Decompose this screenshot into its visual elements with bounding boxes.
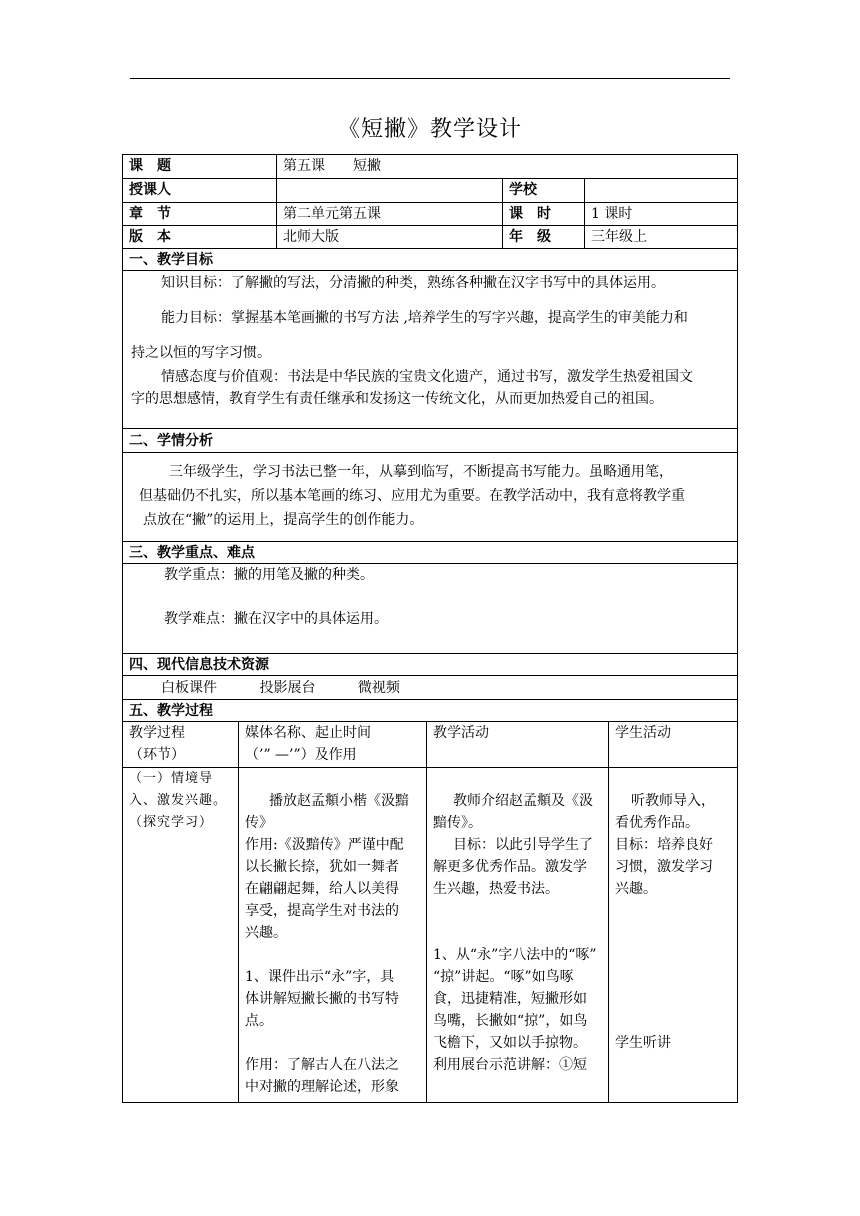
course-value: 第五课 短撇 <box>283 158 381 174</box>
media-line: 以长撇长捺，犹如一舞者 <box>245 859 399 875</box>
edition-label: 版 本 <box>123 226 277 248</box>
lesson-plan-table <box>122 154 738 1103</box>
student-line: 学生听讲 <box>615 1035 671 1051</box>
emotion-objective-line2: 字的思想感情，教育学生有责任继承和发扬这一传统文化，从而更加热爱自己的祖国。 <box>131 391 663 407</box>
resource-whiteboard: 白板课件 <box>161 680 217 696</box>
edition-value: 北师大版 <box>277 226 503 248</box>
section-analysis-heading: 二、学情分析 <box>129 433 213 449</box>
ability-objective-line2: 持之以恒的写字习惯。 <box>131 345 271 361</box>
student-line: 目标：培养良好 <box>615 837 713 853</box>
section-keypoints-heading-row <box>122 541 738 563</box>
teacher-line: 食，迅捷精准，短撇形如 <box>433 991 587 1007</box>
knowledge-objective: 知识目标：了解撇的写法，分清撇的种类，熟练各种撇在汉字书写中的具体运用。 <box>161 275 665 291</box>
analysis-text <box>123 453 737 532</box>
teacher-line: 生兴趣，热爱书法。 <box>433 881 559 897</box>
keypoints-text <box>123 564 737 630</box>
teacher-line: 教师介绍赵孟頫及《汲 <box>453 793 593 809</box>
process-header-row <box>122 721 738 767</box>
teacher-line: 解更多优秀作品。激发学 <box>433 859 587 875</box>
teacher-line: 目标：以此引导学生了 <box>453 837 593 853</box>
media-line: 1、课件出示“永”字，具 <box>245 969 395 985</box>
section-keypoints-heading: 三、教学重点、难点 <box>129 545 255 561</box>
analysis-line1: 三年级学生，学习书法已整一年，从摹到临写，不断提高书写能力。虽略通用笔， <box>169 464 673 480</box>
teacher-activity-cell <box>427 768 609 1102</box>
stage-cell <box>123 768 239 1102</box>
row-edition <box>122 225 738 248</box>
process-col-stage <box>123 722 239 767</box>
row-course <box>122 154 738 178</box>
teacher-line: 鸟嘴，长撇如“掠”，如鸟 <box>433 1013 588 1029</box>
teacher-line: 利用展台示范讲解：①短 <box>433 1057 587 1073</box>
media-line: 享受，提高学生对书法的 <box>245 903 399 919</box>
resources-list <box>123 676 408 699</box>
section-analysis-body <box>122 452 738 541</box>
process-row-1 <box>122 767 738 1103</box>
student-line: 兴趣。 <box>615 881 657 897</box>
header-rule <box>130 78 730 79</box>
section-objectives-heading-row <box>122 248 738 270</box>
key-point: 教学重点：撇的用笔及撇的种类。 <box>164 567 374 583</box>
ability-objective-line1: 能力目标：掌握基本笔画撇的书写方法 ,培养学生的写字兴趣，提高学生的审美能力和 <box>161 310 688 326</box>
media-line: 作用：了解古人在八法之 <box>245 1057 399 1073</box>
media-line: 在翩翩起舞，给人以美得 <box>245 881 399 897</box>
stage-line: 入、激发兴趣。 <box>129 793 228 808</box>
teacher-line: 飞檐下，又如以手掠物。 <box>433 1035 587 1051</box>
emotion-objective-line1: 情感态度与价值观：书法是中华民族的宝贵文化遗产，通过书写，激发学生热爱祖国文 <box>161 369 693 385</box>
process-col-media <box>239 722 427 767</box>
teacher-value <box>277 179 503 202</box>
difficult-point: 教学难点：撇在汉字中的具体运用。 <box>164 611 388 627</box>
school-label: 学校 <box>503 179 585 202</box>
student-line: 看优秀作品。 <box>615 815 699 831</box>
resource-microvideo: 微视频 <box>357 680 400 696</box>
objectives-text <box>123 270 737 410</box>
chapter-value: 第二单元第五课 <box>277 203 503 225</box>
analysis-line3: 点放在“撇”的运用上，提高学生的创作能力。 <box>143 512 424 528</box>
media-line: 点。 <box>245 1013 273 1029</box>
analysis-line2: 但基础仍不扎实，所以基本笔画的练习、应用尤为重要。在教学活动中，我有意将教学重 <box>139 488 685 504</box>
section-process-heading: 五、教学过程 <box>129 703 213 719</box>
section-resources-heading: 四、现代信息技术资源 <box>129 657 269 673</box>
teacher-label: 授课人 <box>123 179 277 202</box>
process-col-teacher: 教学活动 <box>427 722 609 767</box>
media-line: 中对撇的理解论述，形象 <box>245 1079 399 1095</box>
course-label: 课 题 <box>123 155 277 178</box>
process-col-stage-line2: （环节） <box>129 747 185 763</box>
media-line: 体讲解短撇长撇的书写特 <box>245 991 399 1007</box>
resource-projector: 投影展台 <box>259 680 316 696</box>
teacher-line: 黯传》。 <box>433 815 482 831</box>
student-line: 习惯，激发学习 <box>615 859 713 875</box>
row-teacher <box>122 178 738 202</box>
process-col-student: 学生活动 <box>615 725 671 741</box>
media-line: 传》 <box>245 815 273 831</box>
process-col-media-line2: （’” —’”）及作用 <box>245 747 357 763</box>
section-process-heading-row <box>122 699 738 721</box>
section-objectives-heading: 一、教学目标 <box>129 252 213 268</box>
stage-line: （探究学习） <box>129 815 214 830</box>
section-analysis-heading-row <box>122 428 738 452</box>
section-keypoints-body <box>122 563 738 653</box>
process-col-stage-line1: 教学过程 <box>129 725 185 741</box>
school-value <box>585 179 737 202</box>
section-resources-body <box>122 675 738 699</box>
media-line: 兴趣。 <box>245 925 287 941</box>
section-resources-heading-row <box>122 653 738 675</box>
grade-value: 三年级上 <box>591 229 647 245</box>
teacher-line: “掠”讲起。“啄”如鸟啄 <box>433 969 574 985</box>
document-title: 《短撇》教学设计 <box>337 117 522 142</box>
media-line: 作用:《汲黯传》严谨中配 <box>245 837 404 853</box>
section-objectives-body <box>122 270 738 428</box>
teacher-line: 1、从“永”字八法中的“啄” <box>433 947 597 963</box>
grade-label: 年 级 <box>503 226 585 248</box>
student-activity-cell <box>609 768 737 1102</box>
media-line: 播放赵孟頫小楷《汲黯 <box>269 793 409 809</box>
chapter-label: 章 节 <box>123 203 277 225</box>
row-chapter <box>122 202 738 225</box>
hours-label: 课 时 <box>503 203 585 225</box>
student-line: 听教师导入， <box>631 793 715 809</box>
stage-line: （一）情境导 <box>129 771 214 786</box>
hours-value: 1 课时 <box>591 206 633 222</box>
process-col-media-line1: 媒体名称、起止时间 <box>245 725 371 741</box>
media-cell <box>239 768 427 1102</box>
